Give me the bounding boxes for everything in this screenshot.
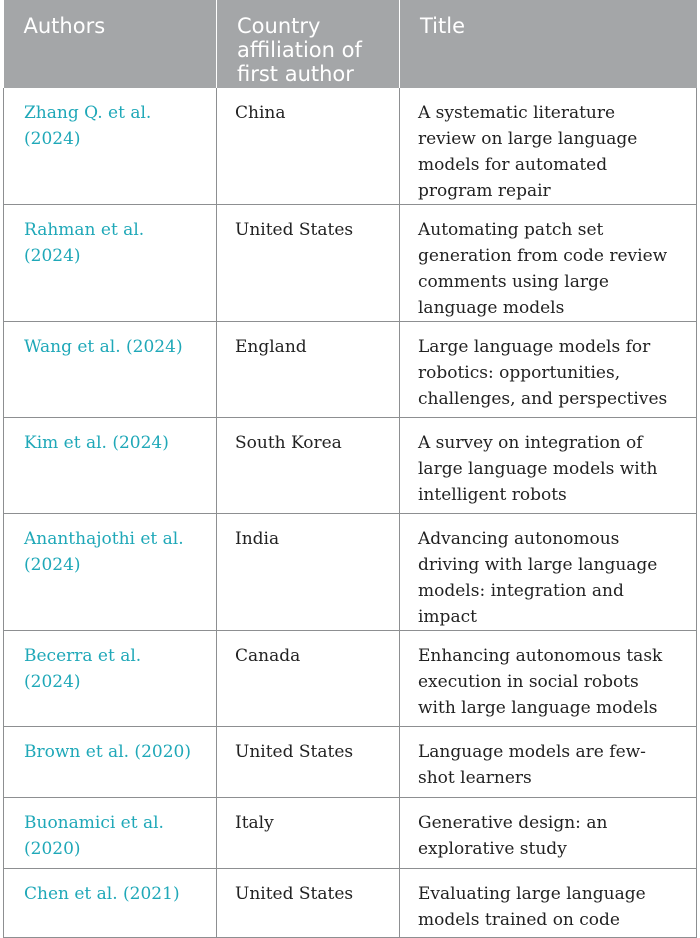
author-link[interactable]: Chen et al. (2021)	[4, 869, 217, 938]
table-header	[4, 0, 697, 88]
author-link[interactable]: Kim et al. (2024)	[4, 418, 217, 514]
table-row	[4, 322, 697, 418]
title-cell: Generative design: an explorative study	[400, 798, 697, 869]
title-cell: Large language models for robotics: opportunities, challenges, and perspectives	[400, 322, 697, 418]
country-cell: India	[217, 514, 400, 631]
author-link[interactable]: Rahman et al. (2024)	[4, 205, 217, 322]
table-row	[4, 631, 697, 727]
country-cell: South Korea	[217, 418, 400, 514]
country-cell: China	[217, 88, 400, 205]
table-row	[4, 869, 697, 938]
header-country: Country affiliation of first author	[217, 0, 400, 88]
title-cell: A systematic literature review on large language models for automated program repair	[400, 88, 697, 205]
country-cell: United States	[217, 869, 400, 938]
table-row	[4, 205, 697, 322]
table-row	[4, 727, 697, 798]
table-row	[4, 88, 697, 205]
table-row	[4, 514, 697, 631]
country-cell: United States	[217, 727, 400, 798]
title-cell: Language models are few-shot learners	[400, 727, 697, 798]
country-cell: Italy	[217, 798, 400, 869]
title-cell: A survey on integration of large language models with intelligent robots	[400, 418, 697, 514]
title-cell: Advancing autonomous driving with large language models: integration and impact	[400, 514, 697, 631]
table-row	[4, 418, 697, 514]
author-link[interactable]: Becerra et al. (2024)	[4, 631, 217, 727]
literature-table	[3, 0, 697, 938]
title-cell: Enhancing autonomous task execution in social robots with large language models	[400, 631, 697, 727]
author-link[interactable]: Zhang Q. et al. (2024)	[4, 88, 217, 205]
author-link[interactable]: Ananthajothi et al. (2024)	[4, 514, 217, 631]
header-title: Title	[400, 0, 697, 88]
table-body	[4, 88, 697, 938]
author-link[interactable]: Wang et al. (2024)	[4, 322, 217, 418]
table-row	[4, 798, 697, 869]
country-cell: England	[217, 322, 400, 418]
country-cell: United States	[217, 205, 400, 322]
title-cell: Evaluating large language models trained on code	[400, 869, 697, 938]
title-cell: Automating patch set generation from code review comments using large language models	[400, 205, 697, 322]
country-cell: Canada	[217, 631, 400, 727]
header-authors: Authors	[4, 0, 217, 88]
author-link[interactable]: Brown et al. (2020)	[4, 727, 217, 798]
author-link[interactable]: Buonamici et al. (2020)	[4, 798, 217, 869]
